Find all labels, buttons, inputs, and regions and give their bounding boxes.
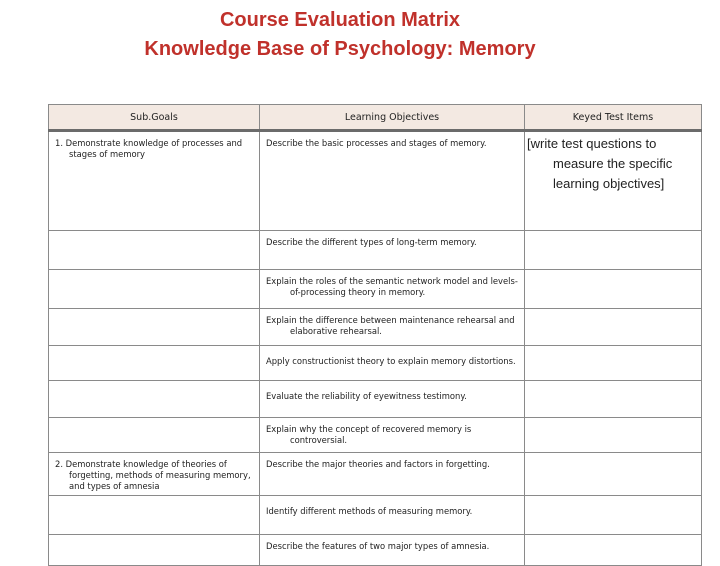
subgoal-cell [49,535,260,566]
table-header-row [49,105,702,131]
table-row [49,309,702,346]
keyed-test-item-cell [525,131,702,231]
subgoal-cell [49,496,260,535]
keyed-test-item-cell [525,231,702,270]
objective-cell [260,346,525,381]
objective-cell [260,418,525,453]
keyed-test-item-cell [525,381,702,418]
subgoal-text: 1. Demonstrate knowledge of processes and stages of memory [55,138,243,159]
table-row [49,496,702,535]
keyed-test-item-cell [525,418,702,453]
objective-text: Evaluate the reliability of eyewitness testimony. [266,391,467,401]
objective-text: Explain why the concept of recovered memory is controversial. [266,424,472,445]
keyed-test-item-cell [525,453,702,496]
table-row [49,418,702,453]
objective-cell [260,535,525,566]
keyed-test-item-cell [525,309,702,346]
keyed-test-item-cell [525,496,702,535]
objective-cell [260,453,525,496]
keyed-test-item-cell [525,346,702,381]
table-row [49,453,702,496]
objective-text: Describe the major theories and factors in forgetting. [266,459,490,469]
column-header-learning-objectives: Learning Objectives [260,105,525,131]
subgoal-cell [49,131,260,231]
column-header-keyed-test-items: Keyed Test Items [525,105,702,131]
table-row [49,535,702,566]
table-row [49,270,702,309]
keyed-test-item-text: [write test questions to measure the specific learning objectives] [527,136,673,191]
subgoal-cell [49,231,260,270]
objective-text: Explain the difference between maintenance rehearsal and elaborative rehearsal. [266,315,515,336]
objective-text: Identify different methods of measuring memory. [266,506,473,516]
evaluation-matrix-table [48,104,702,566]
page-title: Course Evaluation Matrix [219,9,461,31]
subgoal-cell [49,418,260,453]
subgoal-text: 2. Demonstrate knowledge of theories of forgetting, methods of measuring memory, and types of amnesia [55,459,251,491]
subgoal-cell [49,381,260,418]
objective-text: Apply constructionist theory to explain memory distortions. [266,356,516,366]
objective-cell [260,309,525,346]
objective-cell [260,381,525,418]
objective-cell [260,131,525,231]
objective-cell [260,231,525,270]
objective-cell [260,270,525,309]
table-row [49,231,702,270]
column-header-subgoals: Sub.Goals [49,105,260,131]
table-row [49,381,702,418]
objective-cell [260,496,525,535]
objective-text: Describe the different types of long-term memory. [266,237,477,247]
table-row [49,131,702,231]
subgoal-cell [49,346,260,381]
objective-text: Describe the features of two major types of amnesia. [266,541,490,551]
subgoal-cell [49,309,260,346]
keyed-test-item-cell [525,270,702,309]
subgoal-cell [49,270,260,309]
subgoal-cell [49,453,260,496]
page-subtitle: Knowledge Base of Psychology: Memory [144,38,536,60]
objective-text: Describe the basic processes and stages of memory. [266,138,487,148]
keyed-test-item-cell [525,535,702,566]
objective-text: Explain the roles of the semantic network model and levels-of-processing theory in memory. [266,276,518,297]
table-row [49,346,702,381]
